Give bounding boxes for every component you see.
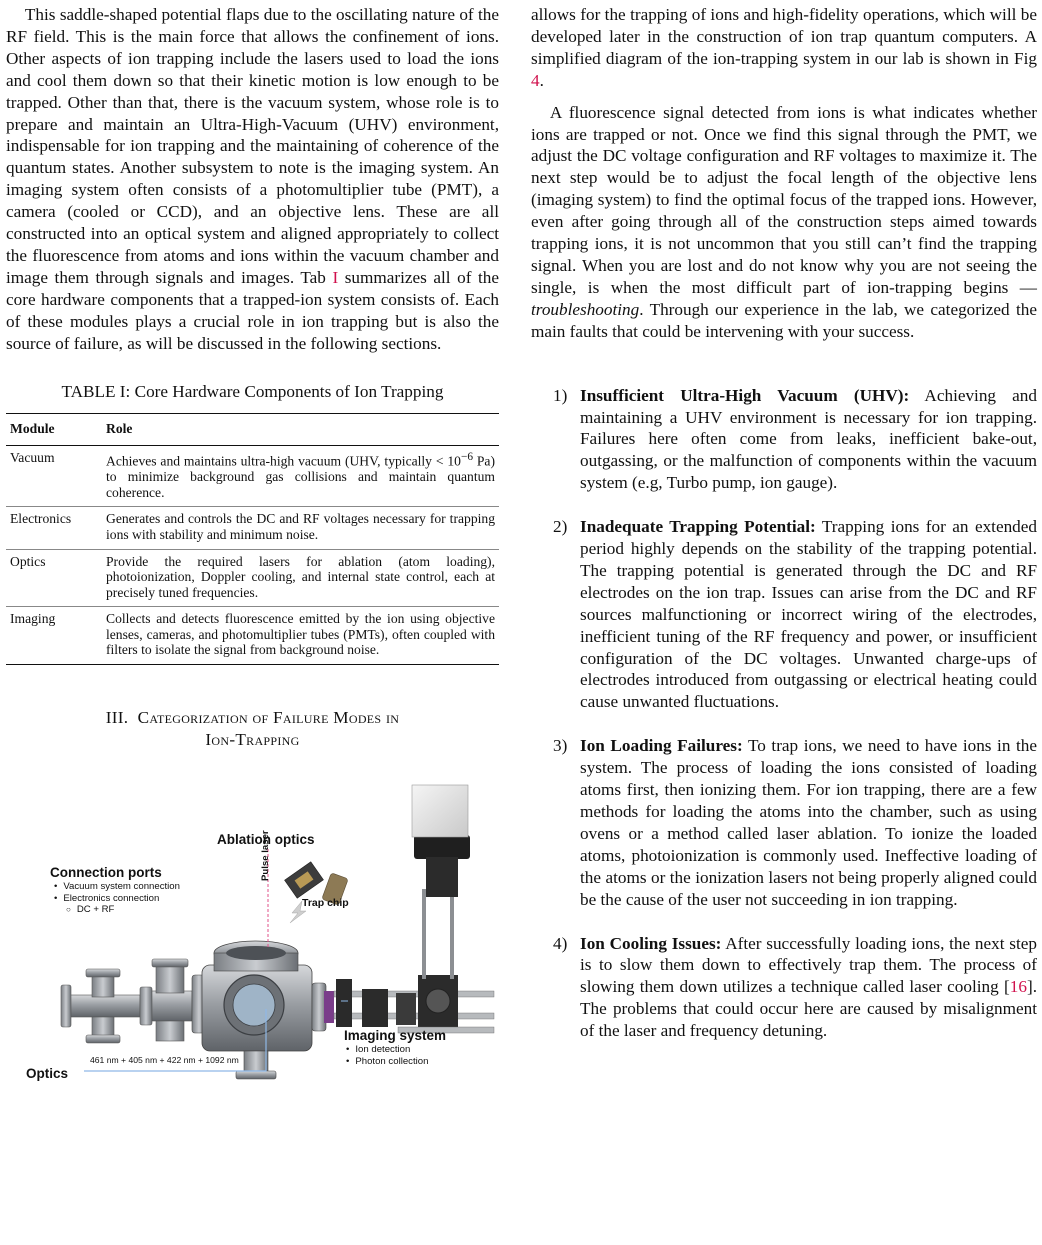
imaging-system-item: • Ion detection [346, 1044, 428, 1056]
table-cell-module: Electronics [6, 507, 102, 549]
connection-ports-title: Connection ports [50, 865, 162, 881]
table-cell-role: Generates and controls the DC and RF voltages necessary for trapping ions with stability and minimum noise. [102, 507, 499, 549]
citation-link[interactable]: 16 [1009, 977, 1027, 997]
table-row [6, 507, 499, 549]
imaging-system-assembly [334, 785, 494, 1033]
list-item-title: Ion Cooling Issues: [580, 933, 722, 953]
pulse-laser-label: Pulse laser [260, 830, 271, 882]
section-numeral: III. [105, 708, 129, 728]
laser-wavelengths-label: 461 nm + 405 nm + 422 nm + 1092 nm [90, 1055, 239, 1066]
table-cell-role: Provide the required lasers for ablation (atom loading), photoionization, Doppler cooling, and internal state control, each at precisely tuned frequencies. [102, 549, 499, 607]
table-header-row [6, 414, 499, 446]
core-hardware-table [6, 413, 499, 665]
table-header-role: Role [102, 414, 499, 446]
imaging-system-title: Imaging system [344, 1028, 447, 1044]
left-column [6, 4, 499, 1111]
ion-trap-system-figure [6, 769, 499, 1111]
list-item [531, 516, 1037, 713]
connection-ports-list [54, 881, 180, 916]
table-reference-link[interactable]: I [332, 267, 339, 287]
list-item-title: Inadequate Trapping Potential: [580, 517, 816, 537]
table-header-module: Module [6, 414, 102, 446]
list-item-text: To trap ions, we need to have ions in the system. The process of loading the ions consisted of loading atoms first, then ionizing them. For ion trapping, there are a few methods for loading the atoms into the chamber, such as using ovens or a method called laser ablation. To ionize the loaded atoms, photoionization is commonly used. Ineffective loading of the atoms or the ionization lasers not being properly aligned could be the cause of the user not succeeding in ion trapping. [580, 736, 1037, 909]
intro-text-cont: summarizes all of the core hardware components that a trapped-ion system consists of. Each of these modules plays a crucial role in ion trapping but is also the source of failure, as will be discussed in the following sections. [6, 267, 499, 353]
trap-chip-label: Trap chip [302, 897, 349, 910]
table-cell-module: Imaging [6, 607, 102, 665]
table-row [6, 607, 499, 665]
list-item-text: Achieving and maintaining a UHV environment is necessary for ion trapping. Failures here often come from leaks, inefficient bake-out, outgassing, or the malfunction of components within the vacuum system (e.g, Turbo pump, ion gauge). [580, 385, 1037, 493]
table-caption: TABLE I: Core Hardware Components of Ion Trapping [61, 381, 444, 401]
list-item-text: After successfully loading ions, the next step is to slow them down to effectively trap them. The process of slowing them down utilizes a technique called laser cooling [ [580, 933, 1037, 997]
intro-text: This saddle-shaped potential flaps due to the oscillating nature of the RF field. This is the main force that allows the confinement of ions. Other aspects of ion trapping include the lasers used to load the ions and cool them down so that their kinetic motion is low enough to be trapped. Other than that, there is the vacuum system, whose role is to prepare and maintain an Ultra-High-Vacuum (UHV) environment, indispensable for ion trapping and the maintaining of coherence of the quantum states. Another subsystem to note is the imaging system. An imaging system often consists of a photomultiplier tube (PMT), a camera (cooled or CCD), and an objective lens. These are all constructed into an optical system and aligned appropriately to collect the fluorescence from atoms and ions within the vacuum chamber and image them through signals and images. Tab [6, 5, 499, 287]
list-item [531, 933, 1037, 1043]
list-item-text: Trapping ions for an extended period highly depends on the stability of the trapping potential. The trapping potential is generated through the DC and RF electrodes on the ion trap. Issues can arise from the DC and RF sources malfunctioning or incorrect wiring of the electrodes, inefficient tuning of the RF frequency and power, or insufficient configuration of the DC voltages. Unwanted charge-ups of electrodes introduced from outgassing or electrical heating could cause unwanted fluctuations. [580, 517, 1037, 712]
list-item-number: 3) [553, 736, 568, 756]
list-item [531, 385, 1037, 495]
list-item-number: 1) [553, 385, 568, 405]
troubleshooting-emphasis: troubleshooting [531, 299, 640, 319]
optics-label: Optics [26, 1066, 69, 1082]
connection-port-item: • Electronics connection [54, 893, 180, 905]
table-cell-module: Optics [6, 549, 102, 607]
connection-port-subitem: ○ DC + RF [54, 904, 180, 916]
table-cell-role: Collects and detects fluorescence emitted by the ion using objective lenses, cameras, and photomultiplier tubes (PMTs), often coupled with filters to isolate the signal from background noise. [102, 607, 499, 665]
list-item [531, 735, 1037, 910]
list-item-number: 4) [553, 933, 568, 953]
list-item-title: Ion Loading Failures: [580, 736, 743, 756]
table-row [6, 446, 499, 507]
imaging-system-item: • Photon collection [346, 1056, 428, 1068]
section-title-line2: Ion-Trapping [205, 730, 300, 750]
ablation-optics-label: Ablation optics [217, 832, 315, 848]
imaging-system-list [346, 1044, 428, 1067]
list-item-text-cont: ]. The problems that could occur here are caused by misalignment of the laser and frequency detuning. [580, 977, 1037, 1041]
intro-paragraph [6, 4, 499, 355]
table-cell-module: Vacuum [6, 446, 102, 507]
list-item-title: Insufficient Ultra-High Vacuum (UHV): [580, 385, 910, 405]
right-column [531, 4, 1037, 1064]
table-cell-role: Achieves and maintains ultra-high vacuum (UHV, typically < $10^{-6}$ Pa) to minimize background gas collisions and maintain quantum coherence. [102, 446, 499, 507]
continuation-paragraph: allows for the trapping of ions and high-fidelity operations, which will be developed later in the construction of ion trap quantum computers. A simplified diagram of the ion-trapping system in our lab is shown in Fig 4. [531, 5, 1037, 90]
failure-modes-list [531, 385, 1037, 1042]
fluorescence-paragraph: A fluorescence signal detected from ions is what indicates whether ions are trapped or not. Once we find this signal through the PMT, we adjust the DC voltage configuration and RF voltages to maximize it. The next step would be to adjust the focal length of the objective lens (imaging system) to find the optimal focus of the trapped ions. However, even after going through all of the construction steps aimed towards trapping ions, it is not uncommon that you still can’t find the trapping signal. When you are lost and do not know why you are not seeing the single, is when the most difficult part of ion-trapping begins —troubleshooting. Through our experience in the lab, we categorized the main faults that could be intervening with your success. [531, 102, 1037, 341]
connection-port-pipes [61, 959, 192, 1043]
section-heading [6, 707, 499, 751]
section-title-line1: Categorization of Failure Modes in [137, 708, 400, 728]
connection-port-item: • Vacuum system connection [54, 881, 180, 893]
table-row [6, 549, 499, 607]
figure-reference-link[interactable]: 4 [531, 70, 540, 90]
list-item-number: 2) [553, 517, 568, 537]
